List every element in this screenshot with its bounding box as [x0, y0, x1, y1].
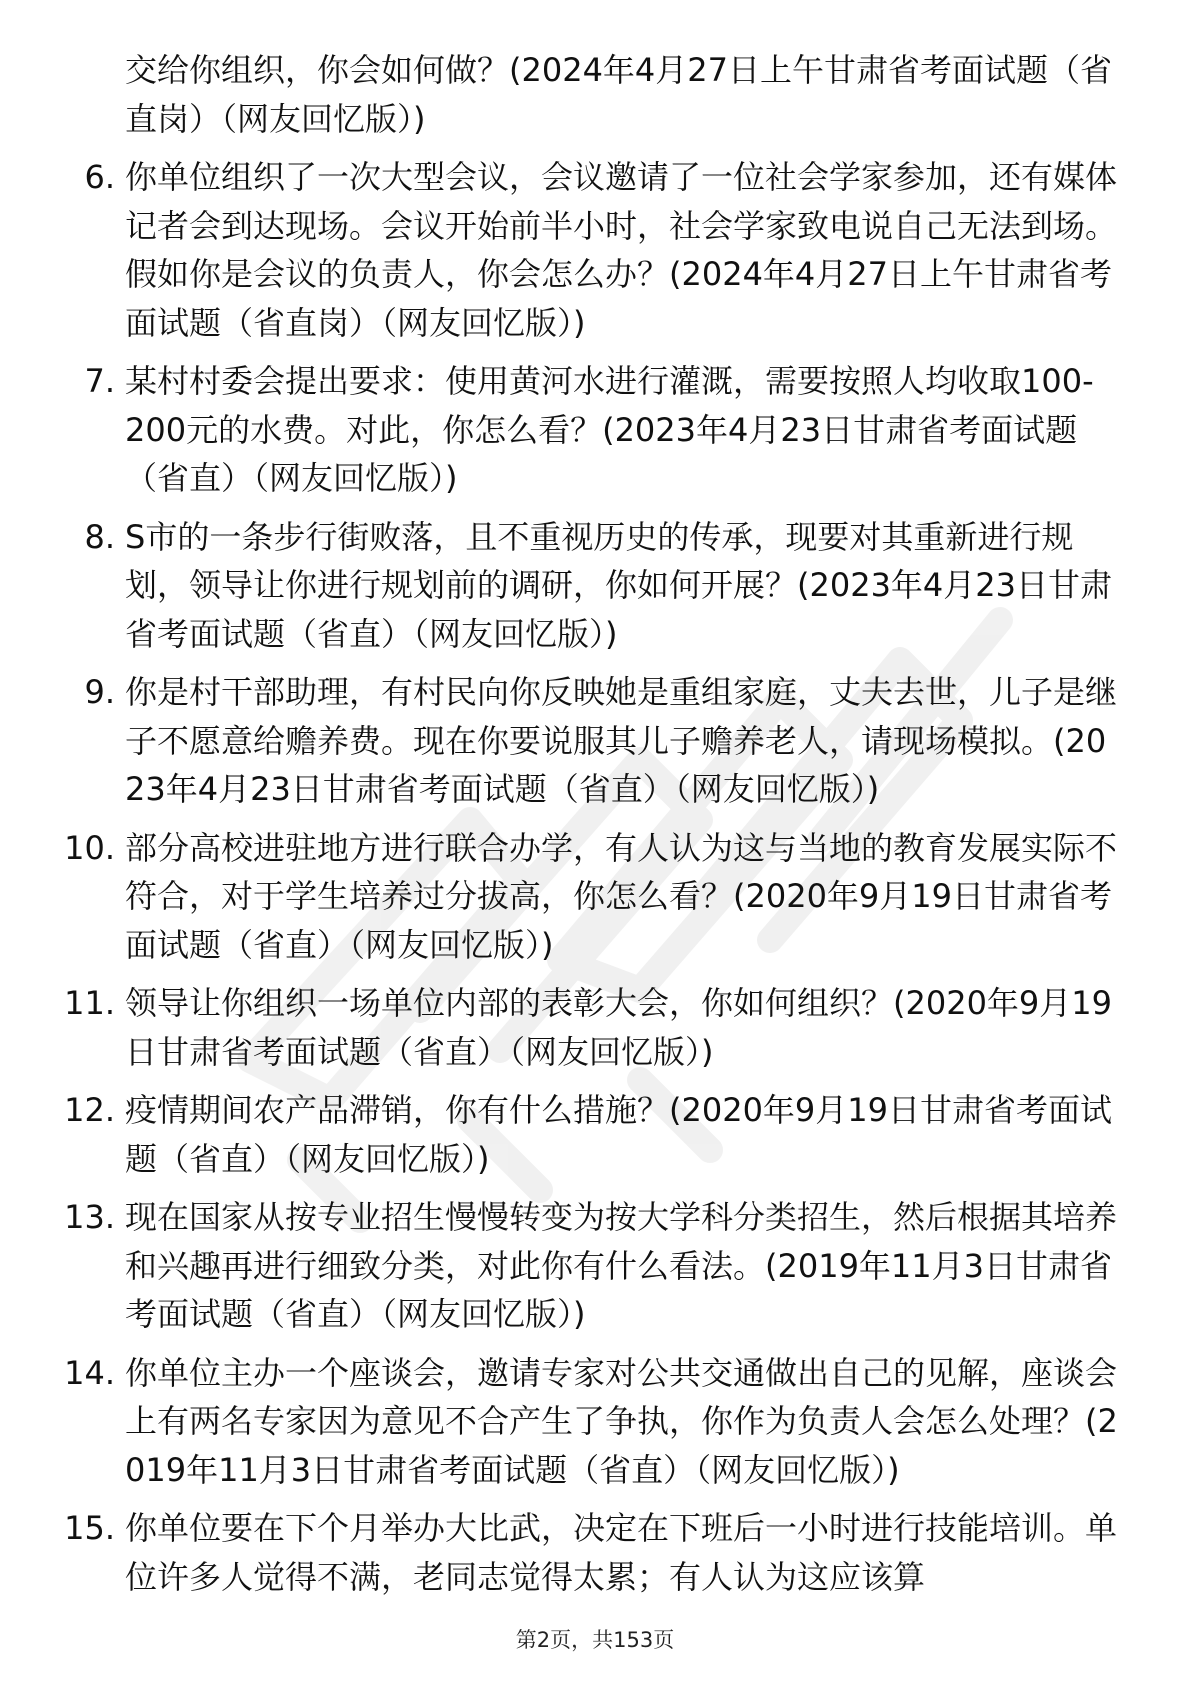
question-text: 现在国家从按专业招生慢慢转变为按大学科分类招生，然后根据其培养和兴趣再进行细致分类，对此你有什么看法。(2019年11月3日甘肃省考面试题（省直）（网友回忆版）)	[125, 1198, 1118, 1333]
question-item	[58, 357, 1118, 503]
question-number: 12.	[64, 1091, 115, 1129]
question-text: 领导让你组织一场单位内部的表彰大会，你如何组织？(2020年9月19日甘肃省考面试题（省直）（网友回忆版）)	[125, 984, 1113, 1071]
question-number: 14.	[64, 1353, 115, 1392]
question-item	[58, 824, 1118, 970]
question-item	[58, 1504, 1118, 1601]
question-item	[58, 979, 1118, 1076]
question-text: 疫情期间农产品滞销，你有什么措施？(2020年9月19日甘肃省考面试题（省直）（网友回忆版）)	[125, 1091, 1113, 1178]
question-number: 9.	[84, 673, 115, 711]
question-text: 你是村干部助理，有村民向你反映她是重组家庭，丈夫去世，儿子是继子不愿意给赡养费。现在你要说服其儿子赡养老人，请现场模拟。(2023年4月23日甘肃省考面试题（省直）（网友回忆版）)	[125, 673, 1118, 808]
question-number: 13.	[64, 1198, 115, 1236]
question-text: 你单位要在下个月举办大比武，决定在下班后一小时进行技能培训。单位许多人觉得不满，老同志觉得太累；有人认为这应该算	[125, 1509, 1118, 1596]
question-text: 某村村委会提出要求：使用黄河水进行灌溉，需要按照人均收取100- 200元的水费。对此，你怎么看？(2023年4月23日甘肃省考面试题（省直）（网友回忆版）)	[125, 362, 1094, 497]
question-item	[58, 668, 1118, 814]
question-list	[58, 46, 1118, 1611]
question-number: 7.	[84, 362, 115, 400]
question-text: 你单位组织了一次大型会议，会议邀请了一位社会学家参加，还有媒体记者会到达现场。会议开始前半小时，社会学家致电说自己无法到场。假如你是会议的负责人，你会怎么办？(2024年4月27日上午甘肃省考面试题（省直岗）（网友回忆版）)	[125, 158, 1118, 342]
question-text: 你单位主办一个座谈会，邀请专家对公共交通做出自己的见解，座谈会上有两名专家因为意见不合产生了争执，你作为负责人会怎么处理？(2019年11月3日甘肃省考面试题（省直）（网友回忆版）)	[125, 1353, 1118, 1489]
question-text: 部分高校进驻地方进行联合办学，有人认为这与当地的教育发展实际不符合，对于学生培养过分拔高，你怎么看？(2020年9月19日甘肃省考面试题（省直）（网友回忆版）)	[125, 828, 1118, 964]
question-continuation	[58, 46, 1118, 143]
question-item	[58, 153, 1118, 347]
question-continuation-text: 交给你组织，你会如何做？(2024年4月27日上午甘肃省考面试题（省直岗）（网友回忆版）)	[125, 51, 1113, 138]
question-item	[58, 1086, 1118, 1183]
question-number: 10.	[64, 828, 115, 867]
question-item	[58, 1349, 1118, 1495]
question-number: 6.	[84, 158, 115, 196]
question-item	[58, 513, 1118, 659]
question-text: S市的一条步行街败落，且不重视历史的传承，现要对其重新进行规划，领导让你进行规划前的调研，你如何开展？(2023年4月23日甘肃省考面试题（省直）（网友回忆版）)	[125, 517, 1113, 653]
question-item	[58, 1193, 1118, 1339]
question-number: 15.	[64, 1509, 115, 1547]
page-number-footer: 第2页，共153页	[515, 1628, 675, 1652]
question-number: 8.	[84, 517, 115, 556]
question-number: 11.	[64, 984, 115, 1022]
